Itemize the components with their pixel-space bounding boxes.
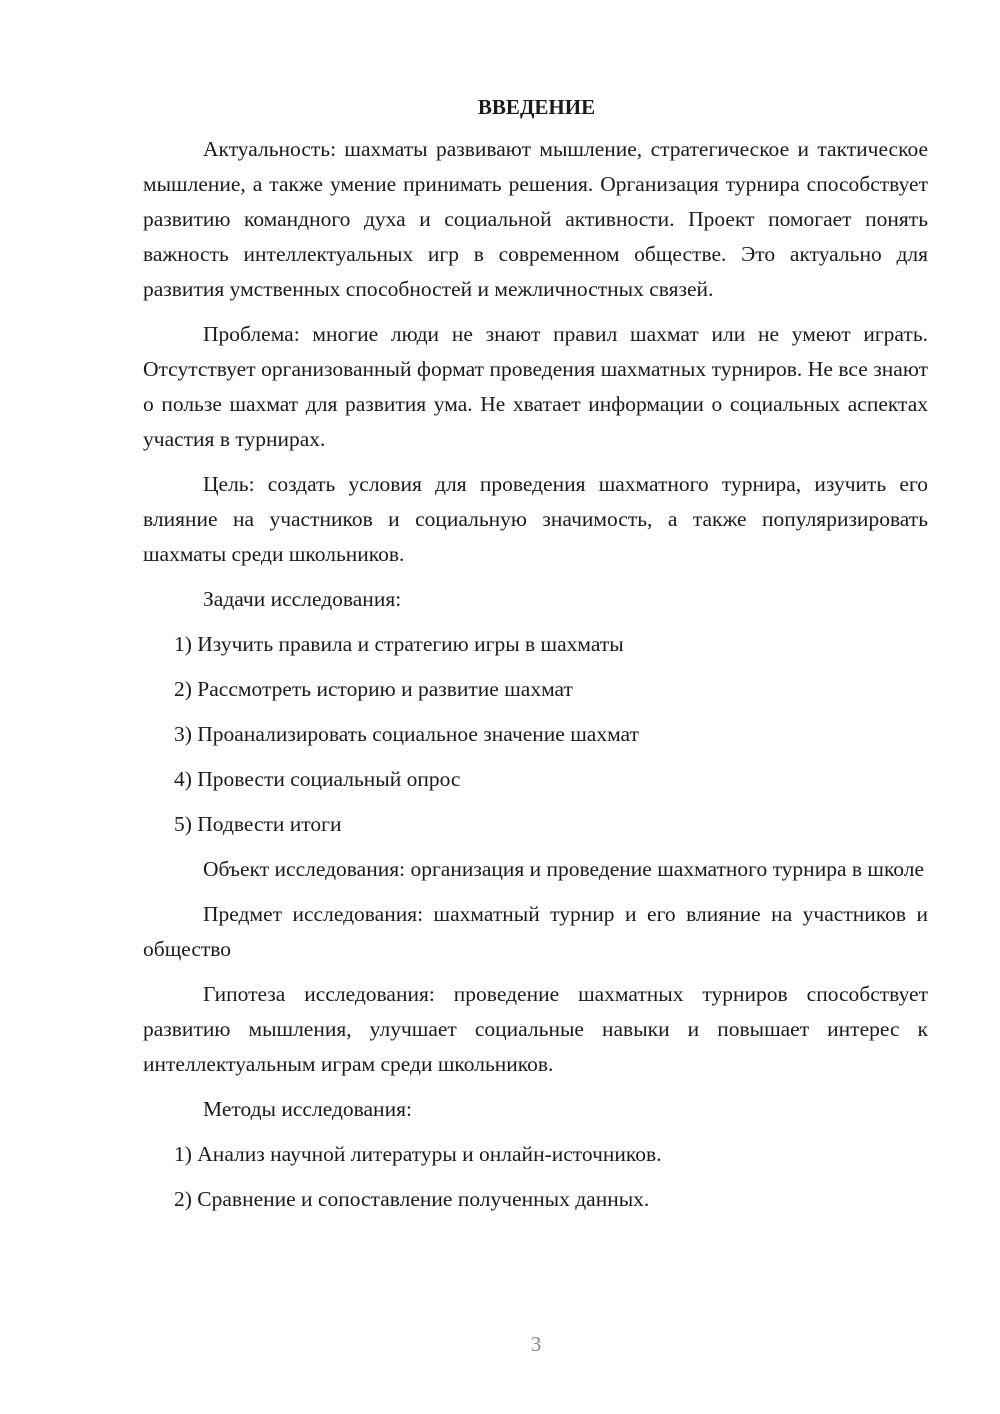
problem-paragraph: Проблема: многие люди не знают правил шахмат или не умеют играть. Отсутствует организованный формат проведения шахматных турниров. Не все знают о пользе шахмат для развития ума. Не хватает информации о социальных аспектах участия в турнирах. [143, 322, 928, 451]
task-item: 4) Провести социальный опрос [174, 767, 461, 791]
page-number: 3 [530, 1332, 542, 1356]
method-item: 1) Анализ научной литературы и онлайн-источников. [174, 1142, 662, 1166]
document-page [143, 90, 928, 1217]
task-item: 2) Рассмотреть историю и развитие шахмат [174, 677, 573, 701]
document-title: ВВЕДЕНИЕ [477, 95, 596, 119]
subject-paragraph: Предмет исследования: шахматный турнир и его влияние на участников и общество [143, 902, 928, 961]
methods-heading: Методы исследования: [203, 1097, 412, 1121]
method-item: 2) Сравнение и сопоставление полученных данных. [174, 1187, 650, 1211]
tasks-heading: Задачи исследования: [203, 587, 402, 611]
task-item: 5) Подвести итоги [174, 812, 342, 836]
task-item: 3) Проанализировать социальное значение шахмат [174, 722, 639, 746]
task-item: 1) Изучить правила и стратегию игры в шахматы [174, 632, 624, 656]
hypothesis-paragraph: Гипотеза исследования: проведение шахматных турниров способствует развитию мышления, улучшает социальные навыки и повышает интерес к интеллектуальным играм среди школьников. [143, 982, 928, 1076]
object-paragraph: Объект исследования: организация и проведение шахматного турнира в школе [203, 857, 925, 881]
goal-paragraph: Цель: создать условия для проведения шахматного турнира, изучить его влияние на участников и социальную значимость, а также популяризировать шахматы среди школьников. [143, 472, 928, 566]
relevance-paragraph: Актуальность: шахматы развивают мышление, стратегическое и тактическое мышление, а также умение принимать решения. Организация турнира способствует развитию командного духа и социальной активности. Проект помогает понять важность интеллектуальных игр в современном обществе. Это актуально для развития умственных способностей и межличностных связей. [143, 137, 928, 301]
